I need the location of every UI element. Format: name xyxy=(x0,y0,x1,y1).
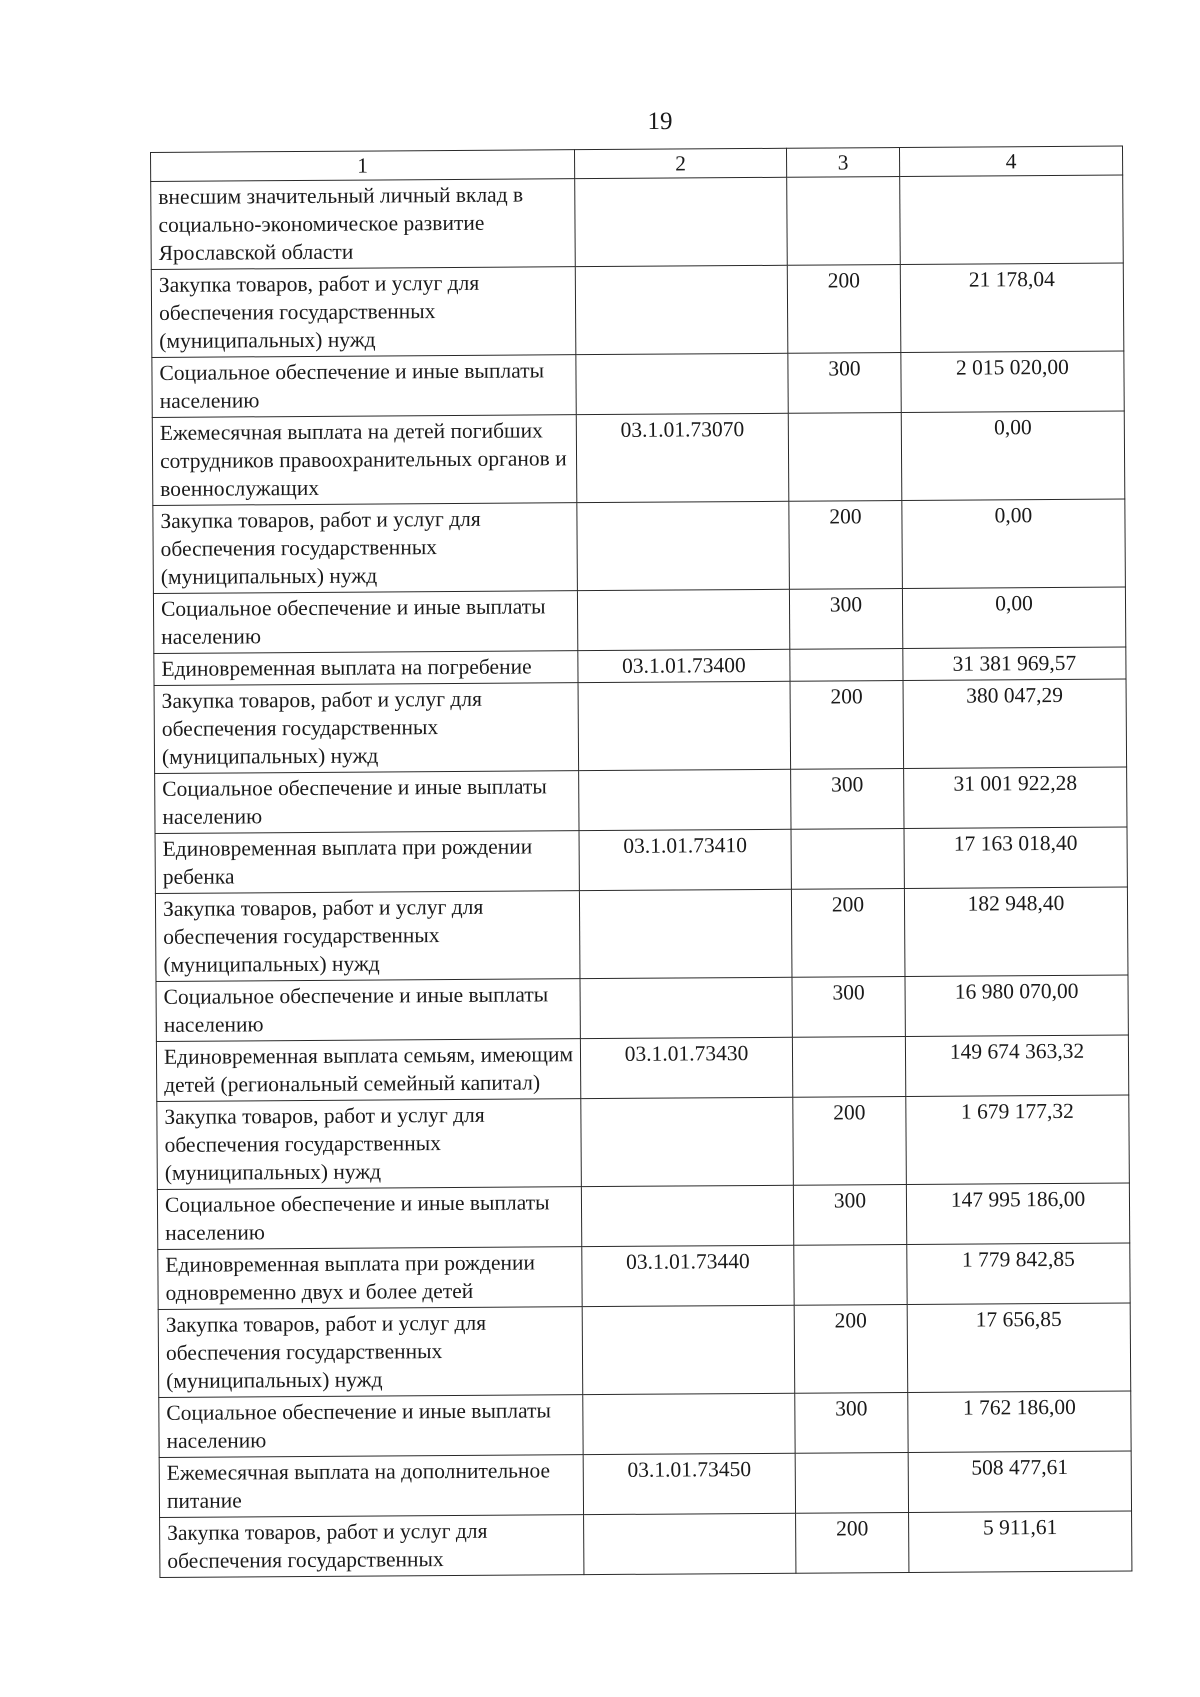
row-expense-type-cell: 200 xyxy=(790,681,904,770)
row-amount-cell: 31 001 922,28 xyxy=(904,767,1127,828)
row-code-cell: 03.1.01.73430 xyxy=(580,1037,792,1098)
row-code-cell: 03.1.01.73410 xyxy=(579,829,791,890)
table-row xyxy=(153,587,1125,653)
row-code-cell xyxy=(575,265,788,354)
row-amount-cell: 0,00 xyxy=(901,411,1125,500)
table-row xyxy=(155,767,1127,833)
row-expense-type-cell xyxy=(788,413,902,502)
row-amount-cell: 1 779 842,85 xyxy=(907,1243,1130,1304)
row-code-cell: 03.1.01.73440 xyxy=(582,1245,794,1306)
table-row xyxy=(153,499,1126,593)
page-number: 19 xyxy=(647,108,673,135)
row-code-cell xyxy=(581,1185,793,1246)
row-amount-cell xyxy=(900,175,1124,264)
row-name-cell: Социальное обеспечение и иные выплаты населению xyxy=(152,355,576,418)
budget-table xyxy=(150,146,1132,1578)
table-row xyxy=(157,1095,1130,1189)
row-expense-type-cell: 300 xyxy=(788,353,901,414)
table-row xyxy=(159,1451,1131,1517)
row-amount-cell: 1 679 177,32 xyxy=(906,1095,1130,1184)
row-expense-type-cell: 300 xyxy=(789,589,902,650)
row-expense-type-cell xyxy=(792,1037,905,1098)
row-amount-cell: 5 911,61 xyxy=(909,1511,1132,1572)
row-code-cell: 03.1.01.73400 xyxy=(578,649,790,682)
row-name-cell: Социальное обеспечение и иные выплаты населению xyxy=(159,1395,583,1458)
row-expense-type-cell: 200 xyxy=(791,889,905,978)
row-name-cell: Закупка товаров, работ и услуг для обеспечения государственных xyxy=(160,1515,584,1578)
row-expense-type-cell xyxy=(790,649,903,682)
row-code-cell xyxy=(575,177,788,266)
row-expense-type-cell: 300 xyxy=(793,1185,906,1246)
table-row xyxy=(152,411,1125,505)
table-row xyxy=(155,887,1128,981)
table-row xyxy=(152,351,1124,417)
row-expense-type-cell: 200 xyxy=(789,501,903,590)
row-name-cell: Социальное обеспечение и иные выплаты населению xyxy=(153,591,577,654)
row-name-cell: Единовременная выплата при рождении ребенка xyxy=(155,831,579,894)
row-code-cell xyxy=(577,589,789,650)
row-name-cell: Социальное обеспечение и иные выплаты населению xyxy=(157,1187,581,1250)
row-amount-cell: 17 656,85 xyxy=(907,1303,1131,1392)
row-name-cell: Единовременная выплата при рождении одновременно двух и более детей xyxy=(158,1247,582,1310)
row-amount-cell: 149 674 363,32 xyxy=(905,1035,1128,1096)
table-row xyxy=(151,175,1124,269)
row-expense-type-cell: 200 xyxy=(787,265,901,354)
row-code-cell xyxy=(584,1513,796,1574)
row-code-cell xyxy=(579,769,791,830)
row-code-cell xyxy=(580,977,792,1038)
row-name-cell: Ежемесячная выплата на дополнительное питание xyxy=(159,1455,583,1518)
row-name-cell: Социальное обеспечение и иные выплаты населению xyxy=(155,771,579,834)
column-header-1: 1 xyxy=(151,150,575,182)
row-expense-type-cell: 300 xyxy=(792,977,905,1038)
column-header-2: 2 xyxy=(574,148,786,178)
row-amount-cell: 508 477,61 xyxy=(908,1451,1131,1512)
row-name-cell: Единовременная выплата семьям, имеющим детей (региональный семейный капитал) xyxy=(156,1039,580,1102)
table-row xyxy=(154,679,1127,773)
table-row xyxy=(158,1303,1131,1397)
row-expense-type-cell: 200 xyxy=(794,1305,908,1394)
row-name-cell: Закупка товаров, работ и услуг для обеспечения государственных (муниципальных) нужд xyxy=(158,1307,583,1398)
row-expense-type-cell: 300 xyxy=(795,1393,908,1454)
column-header-3: 3 xyxy=(786,148,899,178)
row-name-cell: Закупка товаров, работ и услуг для обеспечения государственных (муниципальных) нужд xyxy=(155,891,580,982)
table-row xyxy=(158,1243,1130,1309)
table-row xyxy=(155,827,1127,893)
row-name-cell: внесшим значительный личный вклад в социально-экономическое развитие Ярославской области xyxy=(151,179,576,270)
row-code-cell: 03.1.01.73070 xyxy=(576,413,789,502)
row-amount-cell: 21 178,04 xyxy=(900,263,1124,352)
row-code-cell: 03.1.01.73450 xyxy=(583,1453,795,1514)
table-row xyxy=(160,1511,1132,1577)
row-code-cell xyxy=(577,501,790,590)
row-amount-cell: 0,00 xyxy=(902,587,1125,648)
row-amount-cell: 17 163 018,40 xyxy=(904,827,1127,888)
row-amount-cell: 147 995 186,00 xyxy=(906,1183,1129,1244)
row-amount-cell: 31 381 969,57 xyxy=(903,647,1126,680)
row-expense-type-cell: 200 xyxy=(793,1097,907,1186)
table-row xyxy=(156,975,1128,1041)
row-code-cell xyxy=(581,1097,794,1186)
row-code-cell xyxy=(576,353,788,414)
row-expense-type-cell xyxy=(794,1245,907,1306)
table-row xyxy=(159,1391,1131,1457)
row-amount-cell: 16 980 070,00 xyxy=(905,975,1128,1036)
row-name-cell: Закупка товаров, работ и услуг для обеспечения государственных (муниципальных) нужд xyxy=(154,683,579,774)
row-name-cell: Закупка товаров, работ и услуг для обеспечения государственных (муниципальных) нужд xyxy=(151,267,576,358)
row-expense-type-cell: 300 xyxy=(791,769,904,830)
row-expense-type-cell xyxy=(791,829,904,890)
row-name-cell: Социальное обеспечение и иные выплаты населению xyxy=(156,979,580,1042)
column-header-4: 4 xyxy=(899,146,1122,176)
row-expense-type-cell: 200 xyxy=(796,1512,909,1573)
row-expense-type-cell xyxy=(795,1453,908,1514)
row-name-cell: Единовременная выплата на погребение xyxy=(154,651,578,686)
row-code-cell xyxy=(582,1305,795,1394)
row-code-cell xyxy=(578,681,791,770)
row-code-cell xyxy=(579,889,792,978)
table-row xyxy=(157,1183,1129,1249)
row-amount-cell: 2 015 020,00 xyxy=(901,351,1124,412)
row-code-cell xyxy=(583,1393,795,1454)
row-amount-cell: 380 047,29 xyxy=(903,679,1127,768)
table-row xyxy=(151,263,1124,357)
table-row xyxy=(156,1035,1128,1101)
row-name-cell: Закупка товаров, работ и услуг для обеспечения государственных (муниципальных) нужд xyxy=(153,503,578,594)
row-expense-type-cell xyxy=(787,177,901,266)
row-name-cell: Ежемесячная выплата на детей погибших сотрудников правоохранительных органов и военнослужащих xyxy=(152,415,577,506)
row-amount-cell: 0,00 xyxy=(902,499,1126,588)
row-amount-cell: 1 762 186,00 xyxy=(908,1391,1131,1452)
row-amount-cell: 182 948,40 xyxy=(904,887,1128,976)
row-name-cell: Закупка товаров, работ и услуг для обеспечения государственных (муниципальных) нужд xyxy=(157,1099,582,1190)
